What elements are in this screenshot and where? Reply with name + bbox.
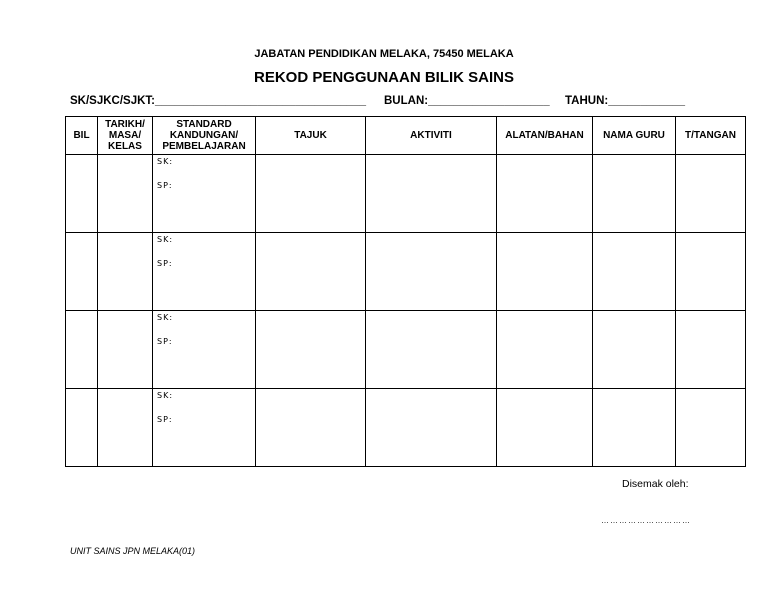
col-bil: BIL [66,117,98,155]
table-row [66,233,746,311]
cell-tajuk[interactable] [256,233,366,311]
form-title: REKOD PENGGUNAAN BILIK SAINS [253,69,515,86]
department-heading: JABATAN PENDIDIKAN MELAKA, 75450 MELAKA [254,48,514,60]
sk-label: SK: [157,235,174,244]
cell-bil[interactable] [66,155,98,233]
cell-tarikh[interactable] [98,389,153,467]
table-row [66,389,746,467]
year-field[interactable]: TAHUN:____________ [565,95,685,107]
cell-alatan[interactable] [497,155,593,233]
col-aktiviti: AKTIVITI [366,117,497,155]
sp-label: SP: [157,415,173,424]
sp-label: SP: [157,337,173,346]
unit-footer: UNIT SAINS JPN MELAKA(01) [70,546,196,556]
cell-alatan[interactable] [497,389,593,467]
sk-label: SK: [157,391,174,400]
cell-standard[interactable] [153,389,256,467]
cell-tarikh[interactable] [98,311,153,389]
cell-tajuk[interactable] [256,389,366,467]
school-field[interactable]: SK/SJKC/SJKT:_________________________________ [70,95,367,107]
usage-record-table [65,116,746,467]
cell-nama-guru[interactable] [593,155,676,233]
signature-line[interactable]: ………………………… [601,516,691,525]
cell-aktiviti[interactable] [366,311,497,389]
checked-by-label: Disemak oleh: [622,478,689,490]
cell-aktiviti[interactable] [366,233,497,311]
table-row [66,155,746,233]
col-nama-guru: NAMA GURU [593,117,676,155]
cell-standard[interactable] [153,311,256,389]
month-field[interactable]: BULAN:___________________ [384,95,550,107]
cell-bil[interactable] [66,233,98,311]
cell-nama-guru[interactable] [593,389,676,467]
sp-label: SP: [157,181,173,190]
col-tandatangan: T/TANGAN [676,117,746,155]
table-row [66,311,746,389]
cell-tandatangan[interactable] [676,311,746,389]
cell-standard[interactable] [153,155,256,233]
cell-alatan[interactable] [497,233,593,311]
cell-aktiviti[interactable] [366,155,497,233]
cell-bil[interactable] [66,389,98,467]
cell-standard[interactable] [153,233,256,311]
cell-tarikh[interactable] [98,233,153,311]
sp-label: SP: [157,259,173,268]
cell-bil[interactable] [66,311,98,389]
cell-tajuk[interactable] [256,155,366,233]
cell-tandatangan[interactable] [676,155,746,233]
col-tarikh-masa-kelas: TARIKH/ MASA/ KELAS [98,117,153,155]
cell-nama-guru[interactable] [593,311,676,389]
cell-tandatangan[interactable] [676,389,746,467]
cell-tajuk[interactable] [256,311,366,389]
cell-alatan[interactable] [497,311,593,389]
col-alatan-bahan: ALATAN/BAHAN [497,117,593,155]
cell-aktiviti[interactable] [366,389,497,467]
cell-tarikh[interactable] [98,155,153,233]
sk-label: SK: [157,157,174,166]
sk-label: SK: [157,313,174,322]
col-tajuk: TAJUK [256,117,366,155]
cell-tandatangan[interactable] [676,233,746,311]
cell-nama-guru[interactable] [593,233,676,311]
table-header-row [66,117,746,155]
col-standard: STANDARD KANDUNGAN/ PEMBELAJARAN [153,117,256,155]
